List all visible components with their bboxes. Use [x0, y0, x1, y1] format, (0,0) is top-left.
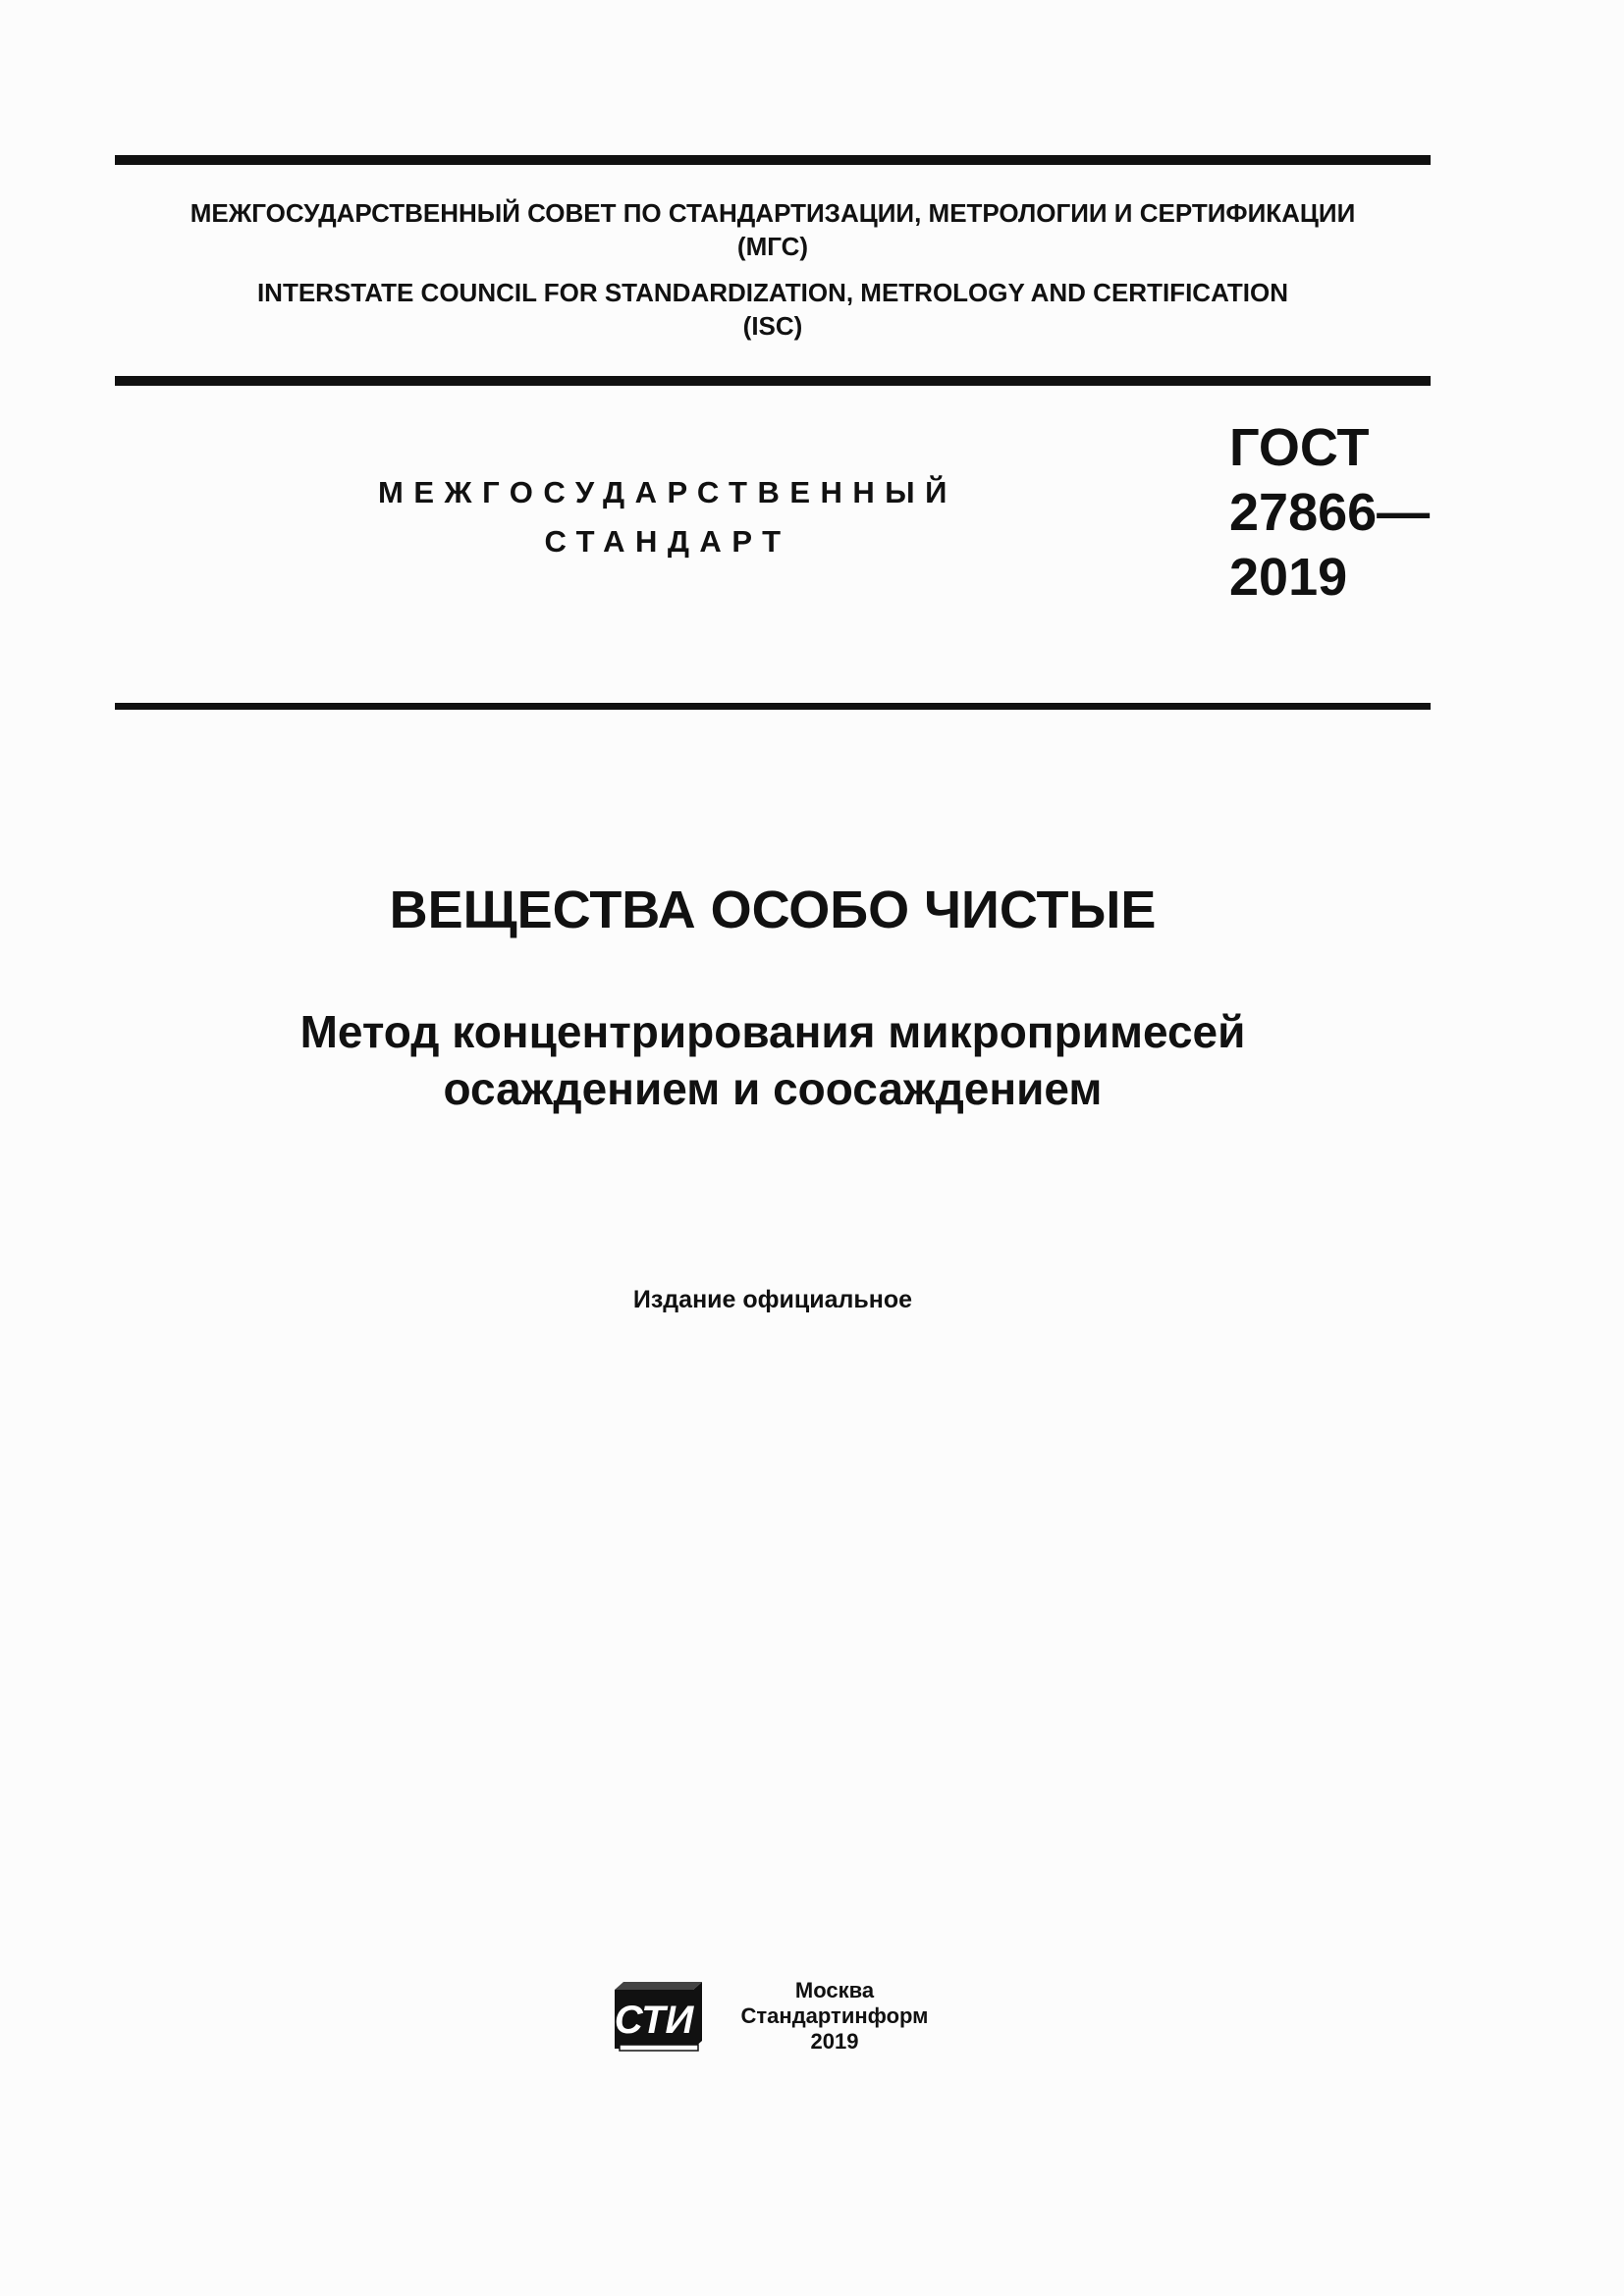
standard-kind-line1: МЕЖГОСУДАРСТВЕННЫЙ	[378, 475, 957, 509]
gost-designation	[1229, 415, 1430, 610]
publisher-block	[722, 1978, 947, 2055]
standartinform-logo-icon	[612, 1980, 705, 2053]
council-rule	[115, 376, 1431, 386]
gost-year: 2019	[1229, 548, 1348, 607]
council-ru-abbr: (МГС)	[736, 232, 809, 261]
document-title: ВЕЩЕСТВА ОСОБО ЧИСТЫЕ	[389, 881, 1157, 939]
council-en-name: INTERSTATE COUNCIL FOR STANDARDIZATION, METROLOGY AND CERTIFICATION	[256, 278, 1289, 307]
svg-text:СТИ: СТИ	[614, 1999, 694, 2042]
publisher-year: 2019	[810, 2029, 859, 2054]
standard-kind-line2: СТАНДАРТ	[544, 524, 791, 559]
designation-rule	[115, 703, 1431, 710]
subtitle-line2: осаждением и соосаждением	[443, 1063, 1103, 1114]
council-en-abbr: (ISC)	[742, 311, 803, 341]
publisher-city: Москва	[794, 1978, 875, 2002]
gost-label: ГОСТ	[1229, 418, 1370, 477]
gost-number: 27866—	[1229, 483, 1431, 542]
top-rule	[115, 155, 1431, 165]
edition-note: Издание официальное	[632, 1286, 913, 1313]
document-subtitle	[115, 1003, 1431, 1117]
subtitle-line1: Метод концентрирования микропримесей	[299, 1006, 1246, 1057]
council-ru-name: МЕЖГОСУДАРСТВЕННЫЙ СОВЕТ ПО СТАНДАРТИЗАЦИИ, МЕТРОЛОГИИ И СЕРТИФИКАЦИИ	[189, 198, 1356, 228]
publisher-name: Стандартинформ	[740, 2003, 929, 2028]
